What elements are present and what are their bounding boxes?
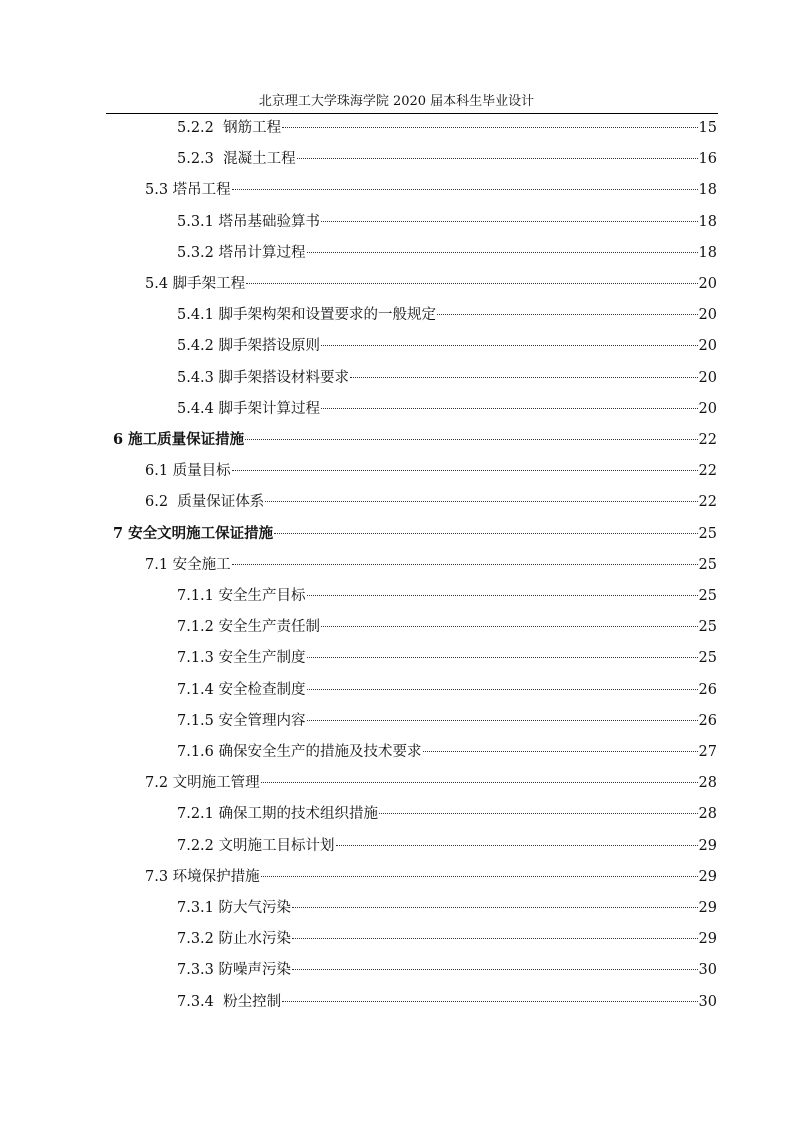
page-header-title: 北京理工大学珠海学院 2020 届本科生毕业设计 <box>258 94 535 109</box>
toc-entry-label: 5.3.1 塔吊基础验算书 <box>177 213 321 230</box>
toc-entry-page-number: 28 <box>698 806 717 823</box>
toc-entry-page-number: 29 <box>698 931 717 948</box>
toc-dot-leader <box>321 626 698 627</box>
toc-entry-page-number: 29 <box>698 900 717 916</box>
toc-entry-page-number: 25 <box>698 588 717 604</box>
toc-entry-label: 7.3.2 防止水污染 <box>177 931 292 948</box>
toc-entry-label: 7.1.4 安全检查制度 <box>177 681 306 698</box>
toc-entry[interactable] <box>177 802 717 826</box>
toc-entry-page-number: 15 <box>698 120 717 136</box>
toc-entry-label: 7.2.1 确保工期的技术组织措施 <box>177 806 379 823</box>
toc-entry-label: 7.1.2 安全生产责任制 <box>177 619 321 636</box>
toc-dot-leader <box>307 657 698 658</box>
toc-dot-leader <box>307 720 698 721</box>
toc-entry-label: 7.2 文明施工管理 <box>145 775 260 792</box>
toc-dot-leader <box>336 845 698 846</box>
toc-entry[interactable] <box>145 459 717 483</box>
toc-entry-page-number: 30 <box>698 962 717 979</box>
toc-entry-label: 7 安全文明施工保证措施 <box>113 524 274 542</box>
toc-entry-label: 7.3.1 防大气污染 <box>177 900 292 916</box>
toc-entry[interactable] <box>177 896 717 920</box>
toc-entry-label: 6.1 质量目标 <box>145 463 231 480</box>
toc-entry-page-number: 20 <box>698 276 717 292</box>
toc-entry[interactable] <box>177 646 717 670</box>
toc-entry-page-number: 20 <box>698 307 717 324</box>
toc-dot-leader <box>245 439 697 440</box>
toc-entry-page-number: 25 <box>698 619 717 636</box>
toc-dot-leader <box>232 470 698 471</box>
toc-entry-page-number: 25 <box>698 650 717 667</box>
toc-entry-page-number: 29 <box>698 868 717 885</box>
toc-entry[interactable] <box>177 241 717 265</box>
toc-entry-page-number: 26 <box>698 712 717 729</box>
toc-entry-page-number: 25 <box>698 525 717 542</box>
toc-dot-leader <box>379 813 698 814</box>
toc-entry[interactable] <box>177 990 717 1014</box>
toc-entry[interactable] <box>177 615 717 639</box>
toc-dot-leader <box>297 158 698 159</box>
toc-entry-label: 7.3.3 防噪声污染 <box>177 962 292 979</box>
toc-entry-page-number: 20 <box>698 369 717 386</box>
toc-entry-page-number: 22 <box>698 494 717 511</box>
toc-entry-page-number: 27 <box>698 744 717 760</box>
toc-entry[interactable] <box>177 366 717 390</box>
toc-entry[interactable] <box>177 397 717 421</box>
toc-dot-leader <box>261 782 698 783</box>
toc-dot-leader <box>246 283 697 284</box>
toc-entry[interactable] <box>145 771 717 795</box>
toc-entry-page-number: 30 <box>698 993 717 1010</box>
toc-entry[interactable] <box>145 865 717 889</box>
toc-entry[interactable] <box>177 709 717 733</box>
toc-entry[interactable] <box>145 490 717 514</box>
toc-entry[interactable] <box>177 116 717 140</box>
toc-entry[interactable] <box>145 553 717 577</box>
toc-entry-page-number: 28 <box>698 775 717 792</box>
toc-entry-page-number: 20 <box>698 400 717 417</box>
toc-entry-label: 5.4.1 脚手架构架和设置要求的一般规定 <box>177 307 437 324</box>
toc-entry[interactable] <box>177 334 717 358</box>
toc-entry-label: 5.4 脚手架工程 <box>145 276 246 292</box>
toc-entry-page-number: 22 <box>698 463 717 480</box>
toc-entry[interactable] <box>177 678 717 702</box>
toc-entry-label: 7.1 安全施工 <box>145 556 231 573</box>
toc-entry-page-number: 18 <box>698 244 717 261</box>
toc-entry-label: 7.1.3 安全生产制度 <box>177 650 306 667</box>
toc-dot-leader <box>232 189 698 190</box>
toc-entry-page-number: 18 <box>698 213 717 230</box>
toc-entry-label: 5.2.3 混凝土工程 <box>177 151 296 168</box>
toc-dot-leader <box>437 314 698 315</box>
toc-entry-page-number: 16 <box>698 151 717 168</box>
header-divider <box>106 113 718 114</box>
toc-entry[interactable] <box>113 522 717 546</box>
toc-dot-leader <box>307 689 698 690</box>
toc-entry[interactable] <box>177 584 717 608</box>
toc-entry[interactable] <box>177 147 717 171</box>
toc-entry[interactable] <box>177 210 717 234</box>
toc-dot-leader <box>292 907 698 908</box>
toc-dot-leader <box>282 127 697 128</box>
toc-dot-leader <box>321 221 698 222</box>
toc-entry-label: 7.3.4 粉尘控制 <box>177 993 282 1010</box>
toc-entry-page-number: 26 <box>698 681 717 698</box>
toc-entry-label: 5.4.4 脚手架计算过程 <box>177 400 321 417</box>
toc-dot-leader <box>350 377 698 378</box>
toc-entry-label: 5.2.2 钢筋工程 <box>177 120 282 136</box>
toc-entry[interactable] <box>177 927 717 951</box>
toc-dot-leader <box>307 252 698 253</box>
toc-entry-page-number: 20 <box>698 338 717 355</box>
toc-entry[interactable] <box>145 272 717 296</box>
toc-entry-label: 7.2.2 文明施工目标计划 <box>177 837 335 854</box>
toc-entry-page-number: 18 <box>698 182 717 199</box>
toc-dot-leader <box>292 938 698 939</box>
toc-dot-leader <box>232 564 698 565</box>
toc-dot-leader <box>292 969 698 970</box>
toc-dot-leader <box>423 751 698 752</box>
toc-entry-page-number: 25 <box>698 556 717 573</box>
toc-entry-label: 5.3.2 塔吊计算过程 <box>177 244 306 261</box>
toc-entry-label: 6 施工质量保证措施 <box>113 431 245 448</box>
toc-entry-label: 6.2 质量保证体系 <box>145 494 265 511</box>
toc-dot-leader <box>307 595 698 596</box>
toc-entry[interactable] <box>177 303 717 327</box>
toc-entry-page-number: 29 <box>698 837 717 854</box>
toc-entry-label: 5.3 塔吊工程 <box>145 182 231 199</box>
toc-entry-page-number: 22 <box>698 432 717 448</box>
toc-entry[interactable] <box>177 740 717 764</box>
toc-entry-label: 5.4.2 脚手架搭设原则 <box>177 338 321 355</box>
toc-dot-leader <box>321 345 698 346</box>
toc-dot-leader <box>265 501 697 502</box>
toc-dot-leader <box>274 533 697 534</box>
toc-entry-label: 5.4.3 脚手架搭设材料要求 <box>177 369 350 386</box>
toc-entry[interactable] <box>177 834 717 858</box>
toc-entry-label: 7.3 环境保护措施 <box>145 868 260 885</box>
toc-entry[interactable] <box>113 428 717 452</box>
toc-entry[interactable] <box>145 178 717 202</box>
toc-entry-label: 7.1.1 安全生产目标 <box>177 588 306 604</box>
toc-dot-leader <box>321 408 698 409</box>
toc-entry-label: 7.1.5 安全管理内容 <box>177 712 306 729</box>
toc-entry[interactable] <box>177 958 717 982</box>
toc-entry-label: 7.1.6 确保安全生产的措施及技术要求 <box>177 744 422 760</box>
toc-dot-leader <box>282 1001 697 1002</box>
toc-dot-leader <box>261 876 698 877</box>
